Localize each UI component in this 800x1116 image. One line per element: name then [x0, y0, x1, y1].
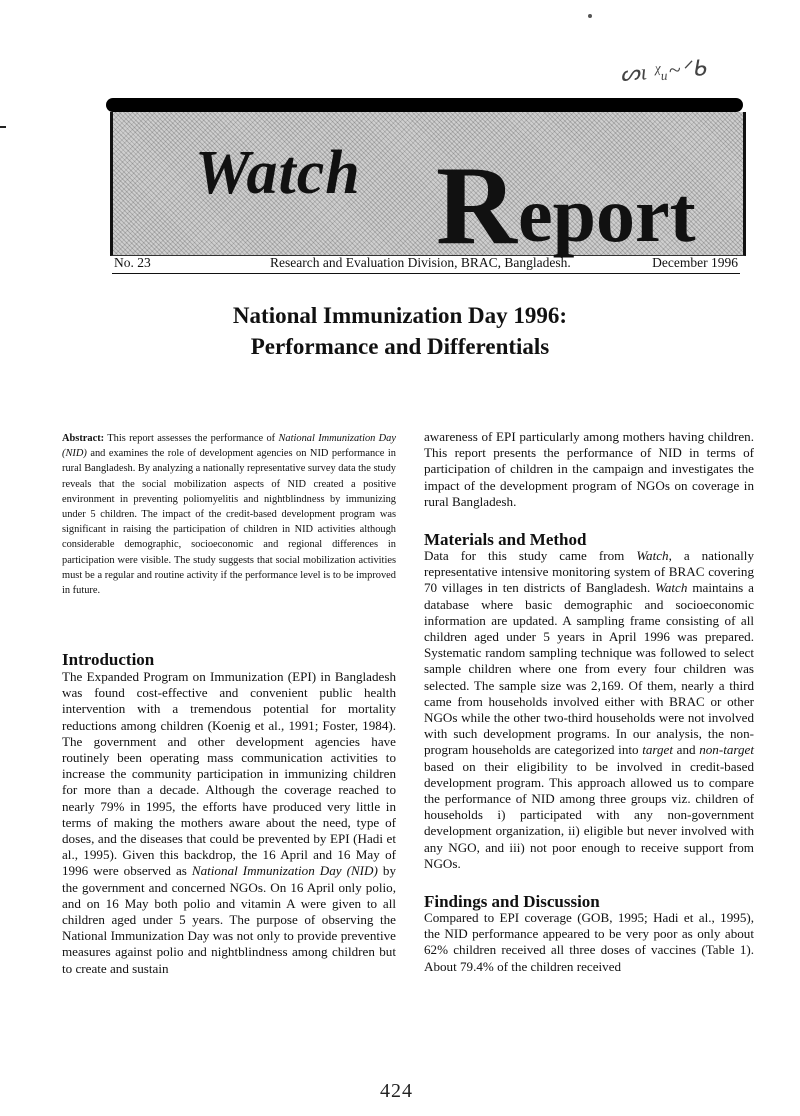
- masthead-word-watch: Watch: [195, 139, 361, 207]
- methods-text-2: , a nationally representative intensive monitoring system of BRAC covering 70 villages in ten districts of Bangladesh.: [424, 548, 754, 596]
- introduction-paragraph: [62, 669, 396, 977]
- report-title: [100, 300, 700, 362]
- title-line-1: National Immunization Day 1996:: [232, 303, 568, 328]
- abstract-nid-term: National Immunization Day (NID): [62, 433, 396, 460]
- issue-number: No. 23: [114, 255, 151, 270]
- methods-text-4: and: [673, 742, 700, 758]
- introduction-text-end: by the government and concerned NGOs. On 16 April only polio, and on 16 May both polio and vitamin A were given to all children aged under 5 years. The purpose of observing the National Immunization Day was not only to provide preventive measures against polio and nightblindness among children but to create and sustain: [62, 863, 396, 976]
- issue-date: December 1996: [652, 255, 738, 270]
- findings-heading: Findings and Discussion: [424, 892, 600, 911]
- organization-line: Research and Evaluation Division, BRAC, Bangladesh.: [270, 255, 571, 270]
- abstract-label: Abstract:: [62, 433, 105, 444]
- methods-text-5: based on their eligibility to be involved in credit-based development program. This approach allowed us to compare the performance of NID among three groups viz. children of households i) participated with any non-government development organization, ii) eligible but never involved with any NGO, and iii) not poor enough to receive support from NGOs.: [424, 758, 754, 871]
- introduction-text: The Expanded Program on Immunization (EPI) in Bangladesh was found cost-effective and convenient public health intervention with a tremendous potential for mortality reductions among children (Koenig et al., 1991; Foster, 1984). The government and other development agencies have routinely been operating mass communication activities to increase the community participation in immunizing children for more than a decade. Although the coverage reached to nearly 79% in 1995, the efforts have produced very little in terms of making the mothers aware about the need, type of doses, and the diseases that could be prevented by EPI (Hadi et al., 1995). Given this backdrop, the 16 April and 16 May of 1996 were observed as: [62, 669, 396, 879]
- findings-paragraph: Compared to EPI coverage (GOB, 1995; Hadi et al., 1995), the NID performance appeared to be very poor as only about 62% children received all three doses of vaccines (Table 1). About 79.4% of the children received: [424, 910, 754, 974]
- methods-text-3: maintains a database where basic demographic and socioeconomic information are updated. A sampling frame consisting of all children aged under 5 years in April 1996 was prepared. Systematic random sampling technique was followed to select sample children where one from every four children was selected. The sample size was 2,169. Of them, nearly a third came from households involved either with BRAC or other NGOs while the other two-third households were not involved with such development programs. In our analysis, the non-program households are categorized into: [424, 580, 754, 758]
- scan-mark: [0, 126, 6, 128]
- title-line-2: Performance and Differentials: [250, 334, 550, 359]
- methods-text-1: Data for this study came from: [424, 548, 637, 563]
- methods-watch-term-2: Watch: [655, 580, 688, 596]
- scan-speck: [588, 14, 592, 18]
- masthead-initial-r: R: [436, 144, 517, 268]
- handwritten-annotation: ᔕɩ ᵡᵤ~ᐟᑲ: [619, 55, 708, 86]
- masthead-word-report: eport: [518, 171, 696, 258]
- masthead-top-bar: [106, 98, 743, 112]
- introduction-heading: Introduction: [62, 650, 155, 669]
- introduction-nid-term: National Immunization Day (NID): [191, 863, 378, 879]
- methods-watch-term: Watch: [636, 548, 669, 563]
- issue-info-line: [112, 255, 740, 274]
- methods-paragraph: [424, 548, 754, 872]
- abstract-paragraph: [62, 431, 396, 598]
- abstract-text: and examines the role of development agencies on NID performance in rural Bangladesh. By analyzing a nationally representative survey data the study reveals that the social mobilization aspects of NID created a positive environment in preventing poliomyelitis and nightblindness by immunizing under 5 children. The impact of the credit-based development program was significant in raising the participation of children in NID activities although considerable demographic, socioeconomic and regional differences in participation were visible. The study suggests that social mobilization activities must be a regular and routine activity if the performance level is to be improved in future.: [62, 448, 396, 597]
- methods-heading: Materials and Method: [424, 530, 587, 549]
- methods-nontarget-term: non-target: [699, 742, 754, 758]
- methods-target-term: target: [642, 742, 673, 758]
- page-number: 424: [380, 1080, 413, 1102]
- abstract-intro: This report assesses the performance of: [104, 433, 279, 444]
- introduction-continuation: awareness of EPI particularly among mothers having children. This report presents the performance of NID in terms of participation of children in the campaign and investigates the impact of the development program of NGOs on coverage in rural Bangladesh.: [424, 429, 754, 509]
